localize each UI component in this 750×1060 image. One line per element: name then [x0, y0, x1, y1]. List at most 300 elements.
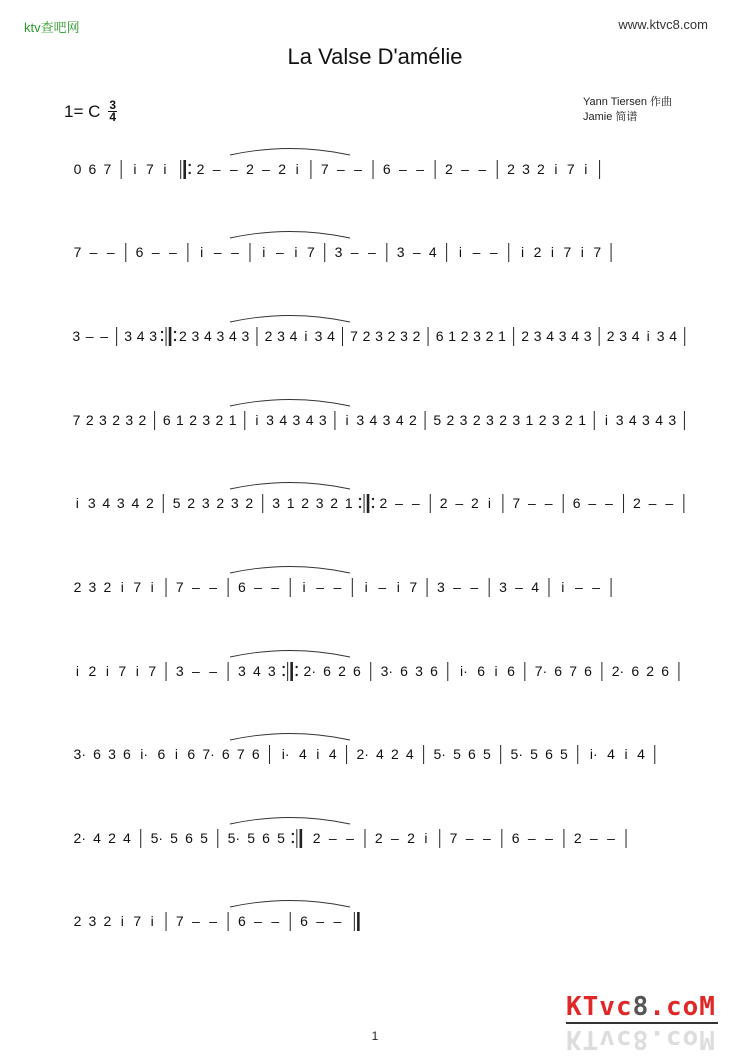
note: 6: [262, 830, 270, 846]
note: 3: [642, 412, 650, 428]
note: 2: [446, 412, 455, 428]
note: 3: [315, 495, 324, 511]
note: 2: [485, 328, 494, 344]
note: 4: [669, 328, 678, 344]
slur: [230, 316, 350, 323]
sustain-dash: –: [515, 579, 523, 595]
sustain-dash: –: [378, 579, 387, 595]
sustain-dash: –: [209, 663, 218, 679]
sustain-dash: –: [336, 161, 345, 177]
sustain-dash: –: [482, 830, 491, 846]
note: 1: [498, 328, 506, 344]
note: 2: [189, 412, 197, 428]
note: 1: [578, 412, 587, 428]
note: i: [133, 161, 137, 177]
note: 7: [449, 830, 458, 846]
sustain-dash: –: [229, 161, 238, 177]
note: 3: [334, 244, 343, 260]
sustain-dash: –: [316, 913, 325, 929]
note: 2: [439, 495, 448, 511]
note: 3: [499, 579, 507, 595]
note: 7: [236, 746, 245, 762]
note: 7: [72, 412, 81, 428]
note: i: [604, 412, 608, 428]
note: 6: [554, 663, 563, 679]
note: 3: [125, 412, 134, 428]
note: 4: [571, 328, 580, 344]
logo-text: KTvc8.coM: [566, 992, 716, 1022]
sustain-dash: –: [192, 579, 200, 595]
note: 7: [512, 495, 521, 511]
note: i·: [589, 746, 598, 762]
note: 7: [307, 244, 315, 260]
note: i: [135, 663, 139, 679]
repeat-barline: [181, 160, 191, 179]
note: 2: [379, 495, 388, 511]
note: 6: [545, 746, 553, 762]
note: 7: [133, 913, 142, 929]
sustain-dash: –: [367, 244, 376, 260]
logo-reflection: KTvc8.coM: [566, 1024, 716, 1054]
sustain-dash: –: [455, 495, 464, 511]
note: i: [554, 161, 558, 177]
sustain-dash: –: [85, 328, 94, 344]
repeat-barline: [359, 494, 374, 513]
note: 7: [350, 328, 358, 344]
sustain-dash: –: [592, 579, 601, 595]
note: 3: [99, 412, 107, 428]
note: 7: [566, 161, 575, 177]
slur: [230, 901, 350, 908]
note: 7: [175, 579, 184, 595]
note: 7: [118, 663, 127, 679]
note: 5: [482, 746, 491, 762]
note: 7·: [534, 663, 548, 679]
note: i: [302, 579, 306, 595]
note: 3: [512, 412, 521, 428]
note: 6: [238, 913, 246, 929]
note: 2: [390, 746, 399, 762]
note: 3·: [380, 663, 394, 679]
repeat-barline: [161, 327, 176, 346]
sustain-dash: –: [106, 244, 115, 260]
note: 2: [301, 495, 310, 511]
note: i: [295, 161, 299, 177]
note: 6: [300, 913, 308, 929]
note: 2: [387, 328, 396, 344]
note: 7: [320, 161, 329, 177]
note: 6: [157, 746, 166, 762]
note: 3: [88, 579, 97, 595]
note: 7: [563, 244, 572, 260]
note: 4: [405, 746, 414, 762]
note: i: [580, 244, 584, 260]
note: i: [550, 244, 554, 260]
note: 3: [292, 412, 301, 428]
note: 6: [251, 746, 260, 762]
key-label: 1= C: [64, 101, 101, 121]
sustain-dash: –: [231, 244, 239, 260]
note: 3: [108, 746, 116, 762]
note: 3: [124, 328, 133, 344]
note: 6: [185, 830, 193, 846]
note: 6: [468, 746, 476, 762]
note: 0: [73, 161, 82, 177]
note: 4: [279, 412, 288, 428]
note: 3: [175, 663, 184, 679]
note: 3: [473, 328, 481, 344]
sustain-dash: –: [461, 161, 469, 177]
note: i: [75, 495, 79, 511]
note: i: [458, 244, 462, 260]
repeat-barline: [282, 662, 297, 681]
sustain-dash: –: [465, 830, 474, 846]
note: 2: [565, 412, 573, 428]
note: 5·: [433, 746, 446, 762]
note: 6: [93, 746, 101, 762]
sustain-dash: –: [489, 244, 498, 260]
note: 1: [228, 412, 237, 428]
note: 2: [112, 412, 120, 428]
note: 6: [631, 663, 640, 679]
note: 5·: [510, 746, 524, 762]
time-signature-bottom: 4: [109, 110, 117, 124]
note: 7: [146, 161, 154, 177]
note: 2: [85, 412, 94, 428]
note: 1: [448, 328, 456, 344]
note: 6: [572, 495, 581, 511]
note: 2: [533, 244, 542, 260]
time-signature-top: 3: [109, 98, 117, 112]
note: 4: [204, 328, 212, 344]
note: 4: [328, 746, 337, 762]
note: 6: [323, 663, 331, 679]
note: 2: [499, 412, 507, 428]
note: 3: [486, 412, 494, 428]
note: 6: [661, 663, 670, 679]
note: 2: [108, 830, 116, 846]
note: 2·: [303, 663, 317, 679]
sustain-dash: –: [192, 913, 200, 929]
note: i: [120, 579, 124, 595]
note: 2: [407, 830, 415, 846]
note: 4: [631, 328, 640, 344]
note: 4: [428, 244, 437, 260]
note: 6: [238, 579, 246, 595]
sustain-dash: –: [395, 495, 403, 511]
sustain-dash: –: [254, 579, 262, 595]
sustain-dash: –: [588, 495, 597, 511]
note: 2: [312, 830, 321, 846]
sustain-dash: –: [333, 913, 342, 929]
note: 4: [376, 746, 384, 762]
note: 3: [382, 412, 391, 428]
note: 2: [73, 579, 82, 595]
note: 6: [477, 663, 486, 679]
note: 3: [266, 412, 274, 428]
slur: [230, 651, 350, 658]
note: 1: [286, 495, 295, 511]
note: 4: [531, 579, 540, 595]
note: 3: [668, 412, 677, 428]
note: i: [520, 244, 525, 260]
note: 3: [116, 495, 125, 511]
sustain-dash: –: [390, 830, 399, 846]
sustain-dash: –: [411, 495, 420, 511]
note: 2: [246, 161, 254, 177]
sustain-dash: –: [212, 161, 221, 177]
note: 3: [375, 328, 383, 344]
note: 3: [551, 412, 560, 428]
sustain-dash: –: [472, 244, 481, 260]
note: i: [424, 830, 428, 846]
sustain-dash: –: [527, 830, 536, 846]
note: 3: [149, 328, 158, 344]
sustain-dash: –: [528, 495, 536, 511]
note: i: [364, 579, 368, 595]
repeat-barline: [354, 912, 358, 931]
note: 7: [103, 161, 112, 177]
note: 2: [538, 412, 547, 428]
note: 7: [409, 579, 418, 595]
note: 1: [525, 412, 534, 428]
note: 4: [93, 830, 101, 846]
sustain-dash: –: [412, 244, 421, 260]
note: 4: [102, 495, 111, 511]
note: 7: [569, 663, 578, 679]
sustain-dash: –: [416, 161, 425, 177]
sustain-dash: –: [275, 244, 284, 260]
note: 4: [369, 412, 378, 428]
note: 5: [530, 746, 538, 762]
note: 6: [511, 830, 520, 846]
note: 4: [607, 746, 615, 762]
note: 4: [628, 412, 637, 428]
sustain-dash: –: [100, 328, 109, 344]
sustain-dash: –: [545, 830, 553, 846]
note: 2: [362, 328, 371, 344]
note: 3: [415, 663, 423, 679]
note: 5: [247, 830, 256, 846]
note: i: [163, 161, 167, 177]
note: i: [255, 412, 259, 428]
note: i: [396, 579, 400, 595]
note: 3: [356, 412, 365, 428]
note: 2: [412, 328, 421, 344]
note: 4: [289, 328, 298, 344]
note: 3: [318, 412, 327, 428]
sustain-dash: –: [354, 161, 362, 177]
arranger-credit: Jamie 简谱: [583, 111, 638, 123]
note: 4: [655, 412, 663, 428]
sustain-dash: –: [209, 579, 218, 595]
note: i: [304, 328, 308, 344]
note: 2: [145, 495, 154, 511]
slur: [230, 232, 350, 239]
note: 2: [264, 328, 273, 344]
note: 2: [245, 495, 254, 511]
note: i: [262, 244, 266, 260]
sustain-dash: –: [544, 495, 553, 511]
note: 3: [522, 161, 530, 177]
note: 2: [507, 161, 515, 177]
note: i: [150, 913, 154, 929]
note: 3: [396, 244, 405, 260]
note: i: [646, 328, 650, 344]
note: 3: [583, 328, 592, 344]
note: i: [174, 746, 178, 762]
ktvc8-logo[interactable]: [566, 992, 726, 1052]
note: 3: [400, 328, 408, 344]
note: 6: [187, 746, 196, 762]
note: 7: [133, 579, 142, 595]
sustain-dash: –: [271, 579, 280, 595]
note: 4: [136, 328, 145, 344]
note: i: [345, 412, 349, 428]
sustain-dash: –: [328, 830, 337, 846]
note: i: [75, 663, 80, 679]
note: 2·: [356, 746, 369, 762]
note: 3: [619, 328, 628, 344]
slur: [230, 149, 350, 156]
note: i·: [140, 746, 149, 762]
note: 2: [216, 495, 225, 511]
note: 4: [131, 495, 140, 511]
note: 4: [637, 746, 645, 762]
note: 3: [72, 328, 81, 344]
sustain-dash: –: [254, 913, 262, 929]
sustain-dash: –: [607, 830, 615, 846]
note: 5: [453, 746, 461, 762]
note: 3: [277, 328, 285, 344]
note: 6: [123, 746, 131, 762]
note: i: [487, 495, 492, 511]
note: 2: [103, 579, 112, 595]
sustain-dash: –: [333, 579, 342, 595]
note: 5: [170, 830, 178, 846]
sustain-dash: –: [574, 579, 583, 595]
note: 6: [400, 663, 408, 679]
note: 6: [88, 161, 97, 177]
sustain-dash: –: [169, 244, 177, 260]
note: 7: [73, 244, 82, 260]
note: 6: [435, 328, 444, 344]
note: 2: [537, 161, 545, 177]
note: 2: [88, 663, 97, 679]
note: 3: [238, 663, 246, 679]
note: 2: [196, 161, 205, 177]
note: i: [200, 244, 204, 260]
composer-credit: Yann Tiersen 作曲: [583, 96, 673, 108]
note: 3: [241, 328, 250, 344]
note: 2: [573, 830, 582, 846]
note: 5·: [227, 830, 241, 846]
note: 4: [327, 328, 335, 344]
note: i: [584, 161, 588, 177]
slur: [230, 400, 350, 407]
note: 6: [162, 412, 171, 428]
note: 2: [374, 830, 383, 846]
note: 2: [179, 328, 187, 344]
note: i: [624, 746, 628, 762]
sustain-dash: –: [453, 579, 461, 595]
slur: [230, 734, 350, 741]
note: 5: [172, 495, 181, 511]
note: 2: [187, 495, 196, 511]
note: 7: [175, 913, 184, 929]
sustain-dash: –: [192, 663, 200, 679]
note: 2: [73, 913, 82, 929]
note: 3: [459, 412, 468, 428]
note: 3: [314, 328, 323, 344]
note: 2: [330, 495, 339, 511]
note: 6: [135, 244, 144, 260]
note: i: [494, 663, 498, 679]
note: 5: [560, 746, 568, 762]
note: 6: [353, 663, 361, 679]
note: i·: [459, 663, 468, 679]
sustain-dash: –: [346, 830, 354, 846]
sustain-dash: –: [350, 244, 359, 260]
note: 3: [656, 328, 665, 344]
note: 2: [338, 663, 346, 679]
note: 6: [221, 746, 230, 762]
note: 6: [584, 663, 592, 679]
note: 2: [215, 412, 224, 428]
note: 5: [277, 830, 285, 846]
note: 3: [87, 495, 96, 511]
sustain-dash: –: [470, 579, 479, 595]
note: 2: [471, 495, 479, 511]
note: 3: [558, 328, 567, 344]
note: 3: [267, 663, 276, 679]
repeat-barline: [292, 829, 301, 848]
note: 3: [272, 495, 281, 511]
note: 4: [546, 328, 555, 344]
note: 3: [88, 913, 97, 929]
note: 1: [176, 412, 184, 428]
note: 2: [633, 495, 641, 511]
page-number: 1: [371, 1029, 379, 1043]
note: 6: [507, 663, 515, 679]
slur: [230, 818, 350, 825]
note: 4: [395, 412, 404, 428]
song-title: La Valse D'amélie: [287, 44, 463, 69]
note: 3: [201, 495, 210, 511]
note: 6: [382, 161, 391, 177]
note: 3: [191, 328, 200, 344]
note: 2: [606, 328, 615, 344]
note: 3·: [73, 746, 87, 762]
site-url-right[interactable]: www.ktvc8.com: [618, 17, 708, 32]
note: 4: [123, 830, 131, 846]
note: 2: [460, 328, 469, 344]
sustain-dash: –: [316, 579, 325, 595]
note: 2·: [73, 830, 87, 846]
note: 2: [138, 412, 147, 428]
note: 3: [230, 495, 239, 511]
sustain-dash: –: [89, 244, 98, 260]
note: i: [105, 663, 109, 679]
sustain-dash: –: [665, 495, 674, 511]
sustain-dash: –: [151, 244, 160, 260]
note: 3: [202, 412, 211, 428]
note: i: [294, 244, 298, 260]
sustain-dash: –: [589, 830, 598, 846]
sustain-dash: –: [262, 161, 270, 177]
slur: [230, 567, 350, 574]
note: 7: [593, 244, 602, 260]
